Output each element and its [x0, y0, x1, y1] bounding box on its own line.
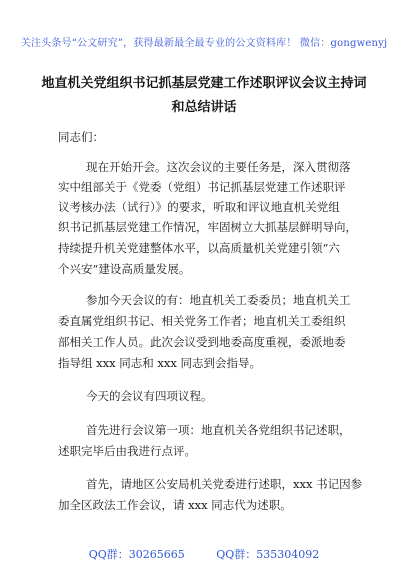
- paragraph-4-line-1: 首先进行会议第一项：地直机关各党组织书记述职，: [86, 423, 351, 437]
- paragraph-2-line-3: 部相关工作人员。此次会议受到地委高度重视，委派地委: [58, 335, 346, 349]
- paragraph-1-line-5: 持续提升机关党建整体水平，以高质量机关党建引领“六: [58, 241, 340, 255]
- document-title-line-1: 地直机关党组织书记抓基层党建工作述职评议会议主持词: [41, 76, 367, 91]
- paragraph-1-line-1: 现在开始开会。这次会议的主要任务是，深入贯彻落: [86, 160, 351, 174]
- paragraph-1-line-4: 织书记抓基层党建工作情况，牢固树立大抓基层鲜明导向，: [58, 220, 357, 234]
- footer-qq-group-1: QQ群：30265665: [88, 548, 185, 561]
- paragraph-3-line-1: 今天的会议有四项议程。: [86, 389, 213, 403]
- footer: [0, 546, 408, 562]
- header-banner: 关注头条号“公文研究”，获得最新最全最专业的公文资料库！ 微信：gongwenyj: [20, 38, 388, 49]
- paragraph-1-line-6: 个兴安”建设高质量发展。: [58, 262, 191, 276]
- paragraph-4-line-2: 述职完毕后由我进行点评。: [58, 444, 196, 458]
- paragraph-5-line-1: 首先，请地区公安局机关党委进行述职，xxx 书记因参: [86, 477, 363, 491]
- paragraph-2-line-1: 参加今天会议的有：地直机关工委委员；地直机关工: [86, 293, 351, 307]
- paragraph-1-line-2: 实中组部关于《党委（党组）书记抓基层党建工作述职评: [58, 180, 346, 194]
- paragraph-1-line-3: 议考核办法（试行）》的要求，听取和评议地直机关党组: [58, 200, 340, 214]
- footer-qq-group-2: QQ群：535304092: [216, 548, 320, 561]
- paragraph-2-line-2: 委直属党组织书记、相关党务工作者；地直机关工委组织: [58, 314, 346, 328]
- salutation: 同志们：: [58, 130, 104, 144]
- document-title-line-2: 和总结讲话: [171, 100, 237, 115]
- paragraph-2-line-4: 指导组 xxx 同志和 xxx 同志到会指导。: [58, 356, 262, 370]
- paragraph-5-line-2: 加全区政法工作会议，请 xxx 同志代为述职。: [58, 498, 292, 512]
